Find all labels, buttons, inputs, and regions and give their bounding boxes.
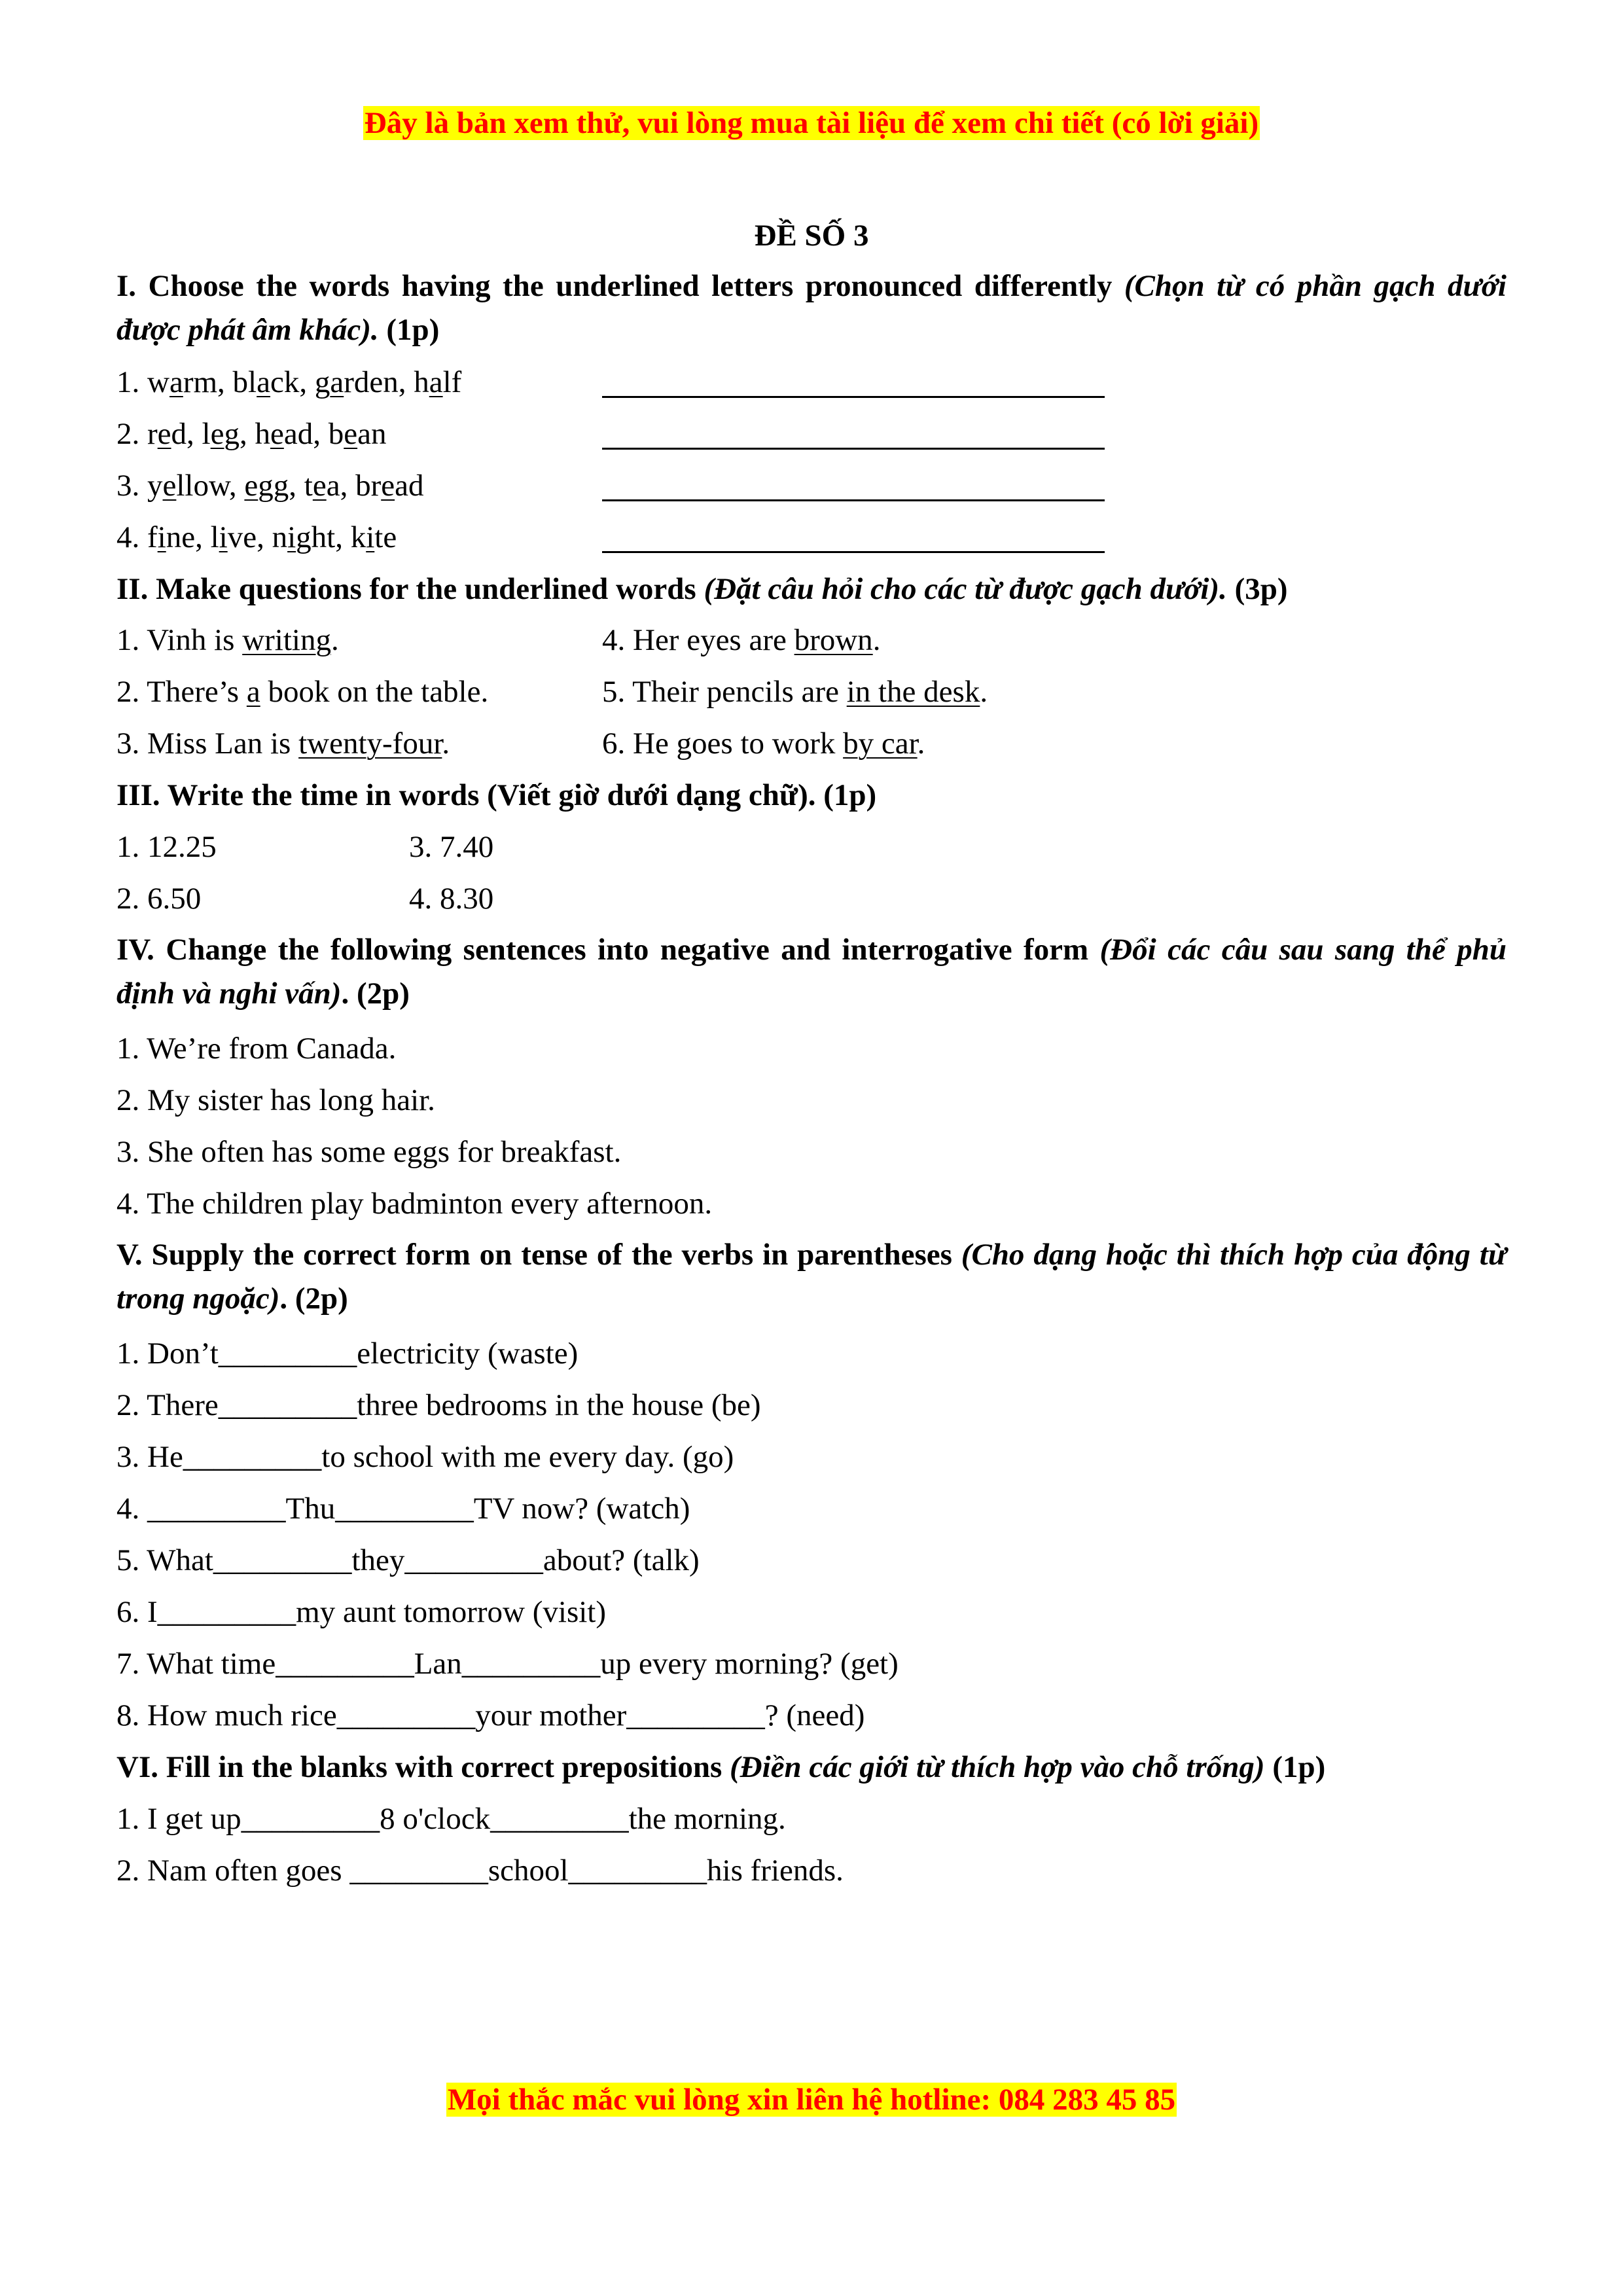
pronunciation-item-3: 3. yellow, egg, tea, bread	[116, 469, 424, 503]
section-1-points: (1p)	[386, 313, 440, 347]
question-item-4: 4. Her eyes are brown.	[602, 623, 881, 657]
section-6-heading: VI. Fill in the blanks with correct prepositions (Điền các giới từ thích hợp vào chỗ trống) (1p)	[116, 1750, 1326, 1784]
preview-banner	[0, 103, 1623, 143]
question-item-2: 2. There’s a book on the table.	[116, 675, 489, 709]
question-item-5: 5. Their pencils are in the desk.	[602, 675, 988, 709]
verb-item-5: 5. What_________they_________about? (talk)	[116, 1543, 700, 1577]
section-3-heading: III. Write the time in words (Viết giờ dưới dạng chữ). (1p)	[116, 778, 877, 812]
question-item-3: 3. Miss Lan is twenty-four.	[116, 726, 450, 761]
time-item-1: 1. 12.25	[116, 830, 217, 864]
section-4-heading: IV. Change the following sentences into negative and interrogative form (Đổi các câu sau sang thể phủ định và nghi vấn). (2p)	[116, 933, 1507, 1011]
section-1-heading-vi: (Chọn từ có phần gạch dưới được phát âm khác).	[116, 269, 1507, 347]
pronunciation-item-2: 2. red, leg, head, bean	[116, 417, 387, 451]
footer-text: Mọi thắc mắc vui lòng xin liên hệ hotline: 084 283 45 85	[447, 2083, 1176, 2117]
sentence-item-2: 2. My sister has long hair.	[116, 1083, 435, 1117]
question-item-6: 6. He goes to work by car.	[602, 726, 925, 761]
section-1-heading	[116, 264, 1507, 352]
pronunciation-item-1: 1. warm, black, garden, half	[116, 365, 462, 399]
verb-item-8: 8. How much rice_________your mother_________? (need)	[116, 1698, 865, 1732]
time-item-3: 3. 7.40	[409, 830, 494, 864]
time-item-4: 4. 8.30	[409, 882, 494, 916]
question-item-1: 1. Vinh is writing.	[116, 623, 339, 657]
banner-text: Đây là bản xem thử, vui lòng mua tài liệu để xem chi tiết (có lời giải)	[364, 106, 1259, 140]
sentence-item-3: 3. She often has some eggs for breakfast.	[116, 1135, 622, 1169]
section-2-heading: II. Make questions for the underlined words (Đặt câu hỏi cho các từ được gạch dưới). (3p)	[116, 572, 1288, 606]
verb-item-3: 3. He_________to school with me every day. (go)	[116, 1440, 734, 1474]
hotline-footer	[0, 2080, 1623, 2119]
section-5-heading: V. Supply the correct form on tense of the verbs in parentheses (Cho dạng hoặc thì thích hợp của động từ trong ngoặc). (2p)	[116, 1238, 1507, 1316]
verb-item-7: 7. What time_________Lan_________up every morning? (get)	[116, 1647, 899, 1681]
verb-item-6: 6. I_________my aunt tomorrow (visit)	[116, 1595, 607, 1629]
pronunciation-item-4: 4. fine, live, night, kite	[116, 520, 397, 554]
sentence-item-1: 1. We’re from Canada.	[116, 1031, 397, 1066]
exam-title: ĐỀ SỐ 3	[754, 219, 869, 253]
preposition-item-1: 1. I get up_________8 o'clock_________the morning.	[116, 1802, 786, 1836]
section-1-heading-en: I. Choose the words having the underlined letters pronounced differently	[116, 269, 1113, 303]
verb-item-2: 2. There_________three bedrooms in the house (be)	[116, 1388, 761, 1422]
time-item-2: 2. 6.50	[116, 882, 202, 916]
sentence-item-4: 4. The children play badminton every afternoon.	[116, 1187, 713, 1221]
verb-item-1: 1. Don’t_________electricity (waste)	[116, 1336, 579, 1371]
answer-blank-3[interactable]	[602, 499, 1105, 501]
verb-item-4: 4. _________Thu_________TV now? (watch)	[116, 1492, 690, 1526]
preposition-item-2: 2. Nam often goes _________school_________his friends.	[116, 1854, 844, 1888]
answer-blank-4[interactable]	[602, 551, 1105, 553]
answer-blank-1[interactable]	[602, 396, 1105, 398]
answer-blank-2[interactable]	[602, 448, 1105, 450]
